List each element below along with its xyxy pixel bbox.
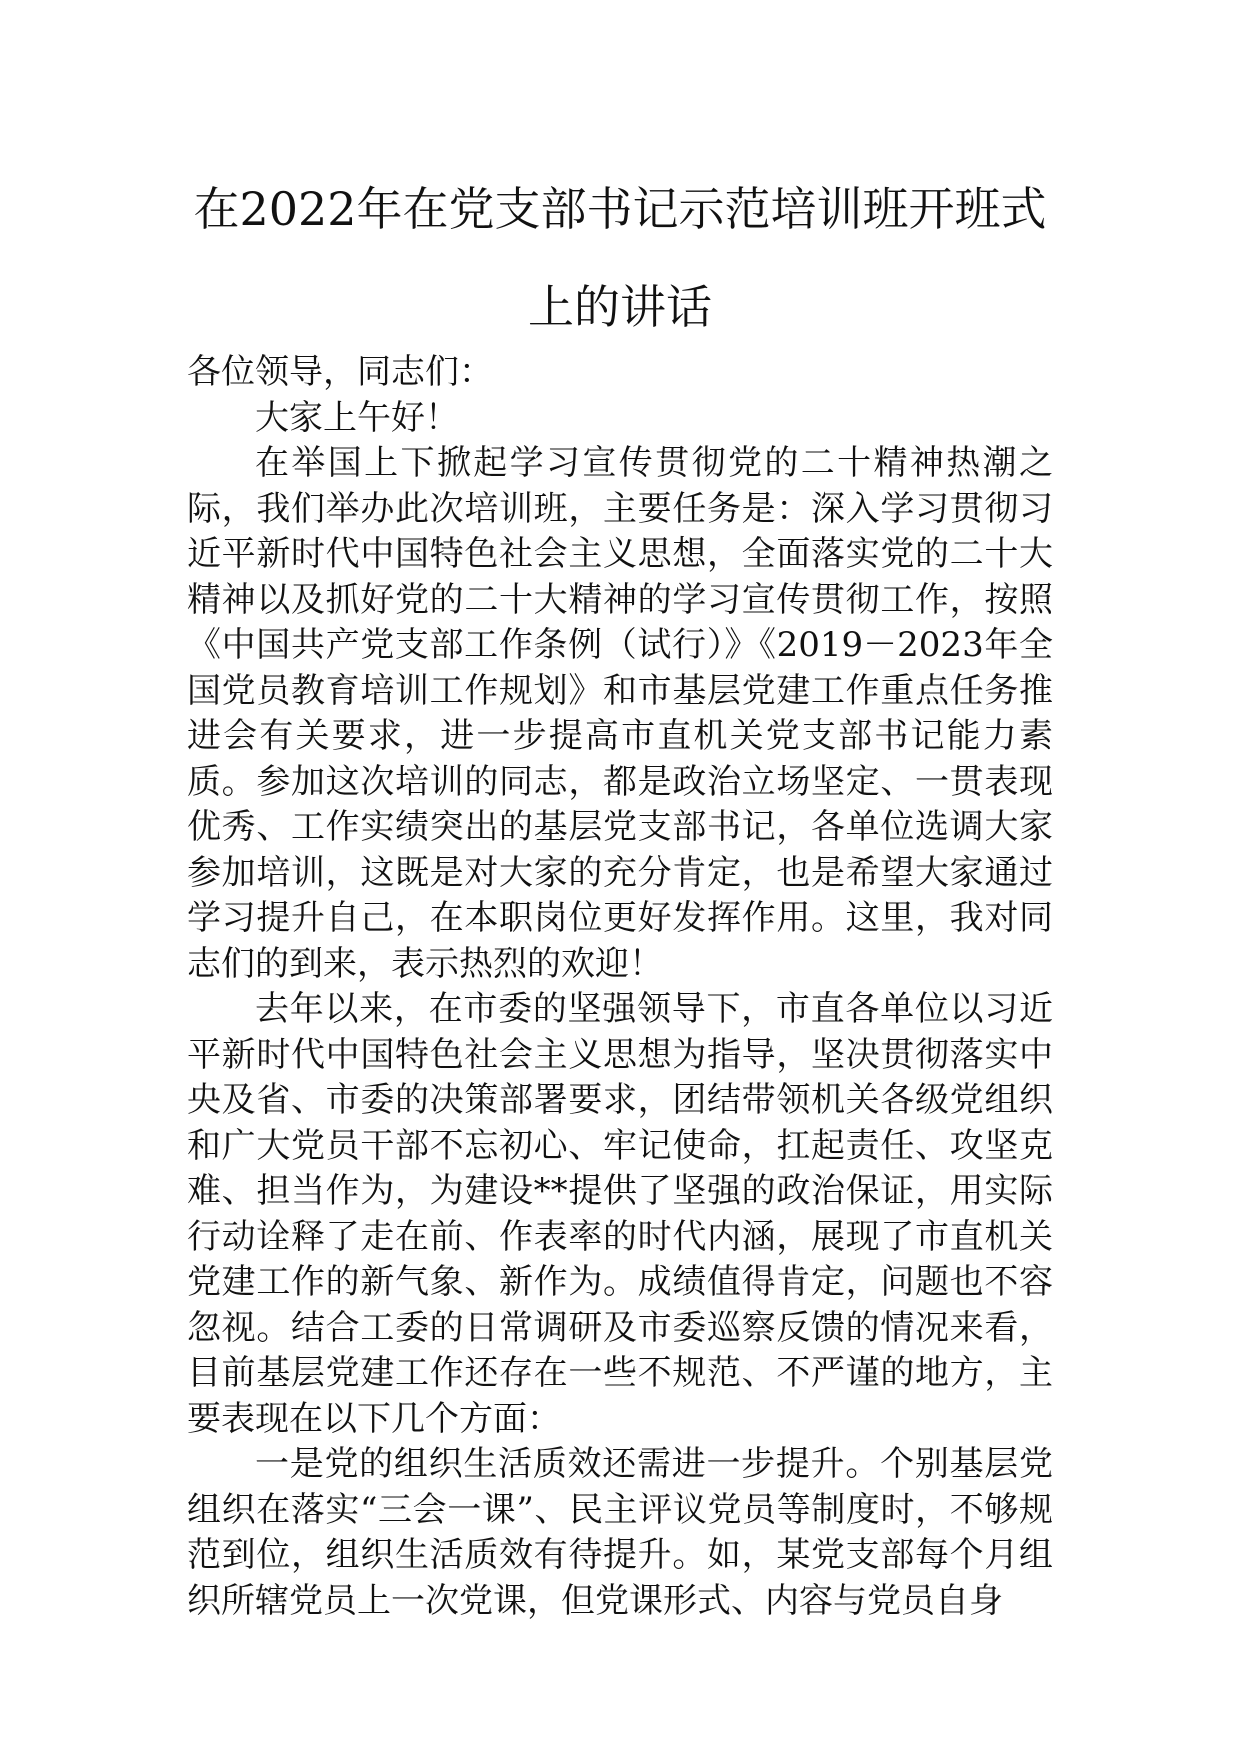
paragraph-purpose: 在举国上下掀起学习宣传贯彻党的二十精神热潮之际，我们举办此次培训班，主要任务是：深入学习贯彻习近平新时代中国特色社会主义思想，全面落实党的二十大精神以及抓好党的二十大精神的学习宣传贯彻工作，按照《中国共产党支部工作条例（试行）》《2019－2023年全国党员教育培训工作规划》和市基层党建工作重点任务推进会有关要求，进一步提高市直机关党支部书记能力素质。参加这次培训的同志，都是政治立场坚定、一贯表现优秀、工作实绩突出的基层党支部书记，各单位选调大家参加培训，这既是对大家的充分肯定，也是希望大家通过学习提升自己，在本职岗位更好发挥作用。这里，我对同志们的到来，表示热烈的欢迎！ [187,443,1053,984]
document-title [187,160,1053,356]
title-line-2: 上的讲话 [528,280,712,334]
paragraph-issue-one: 一是党的组织生活质效还需进一步提升。个别基层党组织在落实“三会一课”、民主评议党员等制度时，不够规范到位，组织生活质效有待提升。如，某党支部每个月组织所辖党员上一次党课，但党课形式、内容与党员自身 [187,1444,1053,1621]
paragraph-review: 去年以来，在市委的坚强领导下，市直各单位以习近平新时代中国特色社会主义思想为指导，坚决贯彻落实中央及省、市委的决策部署要求，团结带领机关各级党组织和广大党员干部不忘初心、牢记使命，扛起责任、攻坚克难、担当作为，为建设**提供了坚强的政治保证，用实际行动诠释了走在前、作表率的时代内涵，展现了市直机关党建工作的新气象、新作为。成绩值得肯定，问题也不容忽视。结合工委的日常调研及市委巡察反馈的情况来看，目前基层党建工作还存在一些不规范、不严谨的地方，主要表现在以下几个方面： [187,989,1053,1439]
salutation: 各位领导，同志们： [187,352,493,392]
title-line-1: 在2022年在党支部书记示范培训班开班式 [193,182,1047,236]
paragraph-greeting: 大家上午好！ [255,397,459,438]
document-body [187,160,1053,1624]
